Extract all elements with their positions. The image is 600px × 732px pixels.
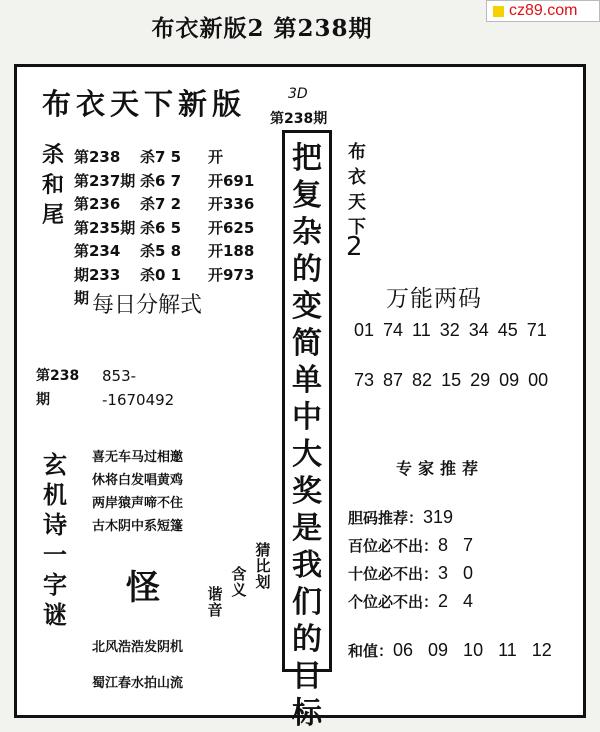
wanneng-row: 73 87 82 15 29 09 00	[354, 370, 549, 390]
brand-label-vertical	[344, 140, 370, 240]
slogan-char: 单	[292, 363, 322, 398]
row-kai: 开188	[208, 242, 255, 260]
shi-wei-line	[348, 563, 473, 584]
hint-char: 猜	[255, 541, 271, 559]
sha-label-char: 杀	[41, 142, 64, 168]
row-kai: 开625	[208, 218, 255, 237]
tag-3d: 3D	[288, 86, 308, 102]
row-kai: 开973	[208, 265, 255, 284]
hint-char: 谐	[207, 585, 223, 603]
brand-label-char: 衣	[348, 167, 366, 188]
hint-char: 划	[255, 573, 271, 591]
site-url[interactable]: cz89.com	[509, 2, 578, 19]
slogan-char: 大	[292, 437, 322, 472]
slogan-char: 奖	[292, 474, 322, 509]
dan-ma-label: 胆码推荐：	[348, 509, 424, 527]
he-zhi-label: 和值：	[348, 642, 394, 660]
dan-ma-value: 319	[423, 507, 454, 527]
poem-line: 北风浩浩发阴机	[92, 640, 184, 655]
hint-char: 义	[231, 581, 247, 599]
row-sha: 杀5 8	[140, 242, 182, 260]
hint-char: 比	[255, 557, 271, 575]
brand-title: 布衣天下新版	[42, 87, 247, 121]
poem-line: 蜀江春水拍山流	[92, 676, 184, 691]
poem-label-char: 诗	[43, 510, 67, 539]
brand-number: 2	[346, 232, 363, 262]
row-kai: 开336	[208, 195, 255, 213]
slogan-vertical	[285, 140, 329, 732]
wanneng-row: 01 74 11 32 34 45 71	[354, 320, 547, 340]
row-sha: 杀7 5	[140, 148, 182, 166]
site-badge[interactable]	[486, 0, 600, 22]
shi-wei-value: 3 0	[438, 563, 474, 583]
slogan-char: 杂	[292, 215, 322, 250]
he-zhi-value: 06 09 10 11 12	[393, 640, 552, 660]
row-sha: 杀0 1	[140, 265, 182, 284]
slogan-char: 把	[292, 141, 322, 176]
poem-line: 休将白发唱黄鸡	[92, 473, 184, 488]
slogan-char: 们	[292, 585, 322, 620]
riddle-character: 怪	[126, 568, 160, 608]
row-sha: 杀6 7	[140, 171, 182, 190]
row-period: 第238	[74, 148, 121, 166]
row-kai: 开	[208, 148, 224, 166]
slogan-char: 简	[292, 326, 322, 361]
slogan-char: 标	[292, 696, 322, 731]
hint-char: 含	[231, 565, 247, 583]
row-sha: 杀6 5	[140, 218, 182, 237]
slogan-char: 的	[292, 252, 322, 287]
ge-wei-value: 2 4	[438, 591, 474, 611]
poem-label-char: 字	[43, 570, 67, 599]
mystery-poem	[92, 446, 183, 538]
ge-wei-line	[348, 591, 473, 612]
row-period: 期	[74, 289, 90, 307]
wanneng-title: 万能两码	[386, 285, 482, 311]
period-238-value: -1670492	[102, 391, 175, 409]
poem-line: 两岸猿声啼不住	[92, 496, 184, 511]
hint-char: 音	[207, 601, 223, 619]
slogan-char: 复	[292, 178, 322, 213]
poem-line: 古木阴中系短篷	[92, 519, 184, 534]
period-238-values	[102, 364, 174, 412]
row-period: 第237期	[74, 171, 136, 190]
hint-caibihua	[254, 542, 272, 590]
sha-label-char: 和	[41, 172, 64, 198]
page-title: 布衣新版2 第238期	[151, 15, 373, 42]
brand-label-char: 布	[348, 142, 366, 163]
period-tag: 第238期	[270, 111, 328, 127]
ge-wei-label: 个位必不出：	[348, 593, 439, 611]
shi-wei-label: 十位必不出：	[348, 565, 439, 583]
poem-label-char: 一	[43, 540, 67, 569]
period-238-label-line: 期	[36, 392, 50, 408]
hint-xieyin	[206, 586, 224, 618]
period-238-value: 853-	[102, 367, 137, 385]
sha-he-wei-label	[38, 140, 68, 230]
poem-riddle-label	[40, 450, 70, 630]
row-period: 期233	[74, 265, 121, 284]
row-period: 第236	[74, 195, 121, 213]
slogan-char: 目	[292, 659, 322, 694]
he-zhi-line	[348, 640, 552, 661]
bottom-poem	[92, 630, 183, 702]
bai-wei-label: 百位必不出：	[348, 537, 439, 555]
daily-breakdown-title: 每日分解式	[92, 292, 203, 317]
row-sha: 杀7 2	[140, 195, 182, 213]
row-period: 第235期	[74, 218, 136, 237]
sha-label-char: 尾	[41, 202, 64, 228]
expert-title: 专家推荐	[396, 459, 485, 478]
brand-label-char: 天	[348, 192, 366, 213]
poem-label-char: 谜	[43, 600, 67, 629]
slogan-char: 的	[292, 622, 322, 657]
poem-label-char: 机	[43, 480, 67, 509]
poem-line: 喜无车马过相邀	[92, 450, 184, 465]
period-238-label	[36, 364, 79, 412]
logo-square-icon	[493, 6, 504, 17]
slogan-char: 变	[292, 289, 322, 324]
bai-wei-line	[348, 535, 473, 556]
period-238-label-line: 第238	[36, 368, 80, 384]
slogan-char: 中	[292, 400, 322, 435]
brand-label-char: 下	[348, 217, 366, 238]
dan-ma-line	[348, 507, 453, 528]
row-kai: 开691	[208, 171, 255, 190]
slogan-char: 是	[292, 511, 322, 546]
slogan-char: 我	[292, 548, 322, 583]
hint-hanyi	[230, 566, 248, 598]
row-period: 第234	[74, 242, 121, 260]
bai-wei-value: 8 7	[438, 535, 474, 555]
poem-label-char: 玄	[43, 450, 67, 479]
